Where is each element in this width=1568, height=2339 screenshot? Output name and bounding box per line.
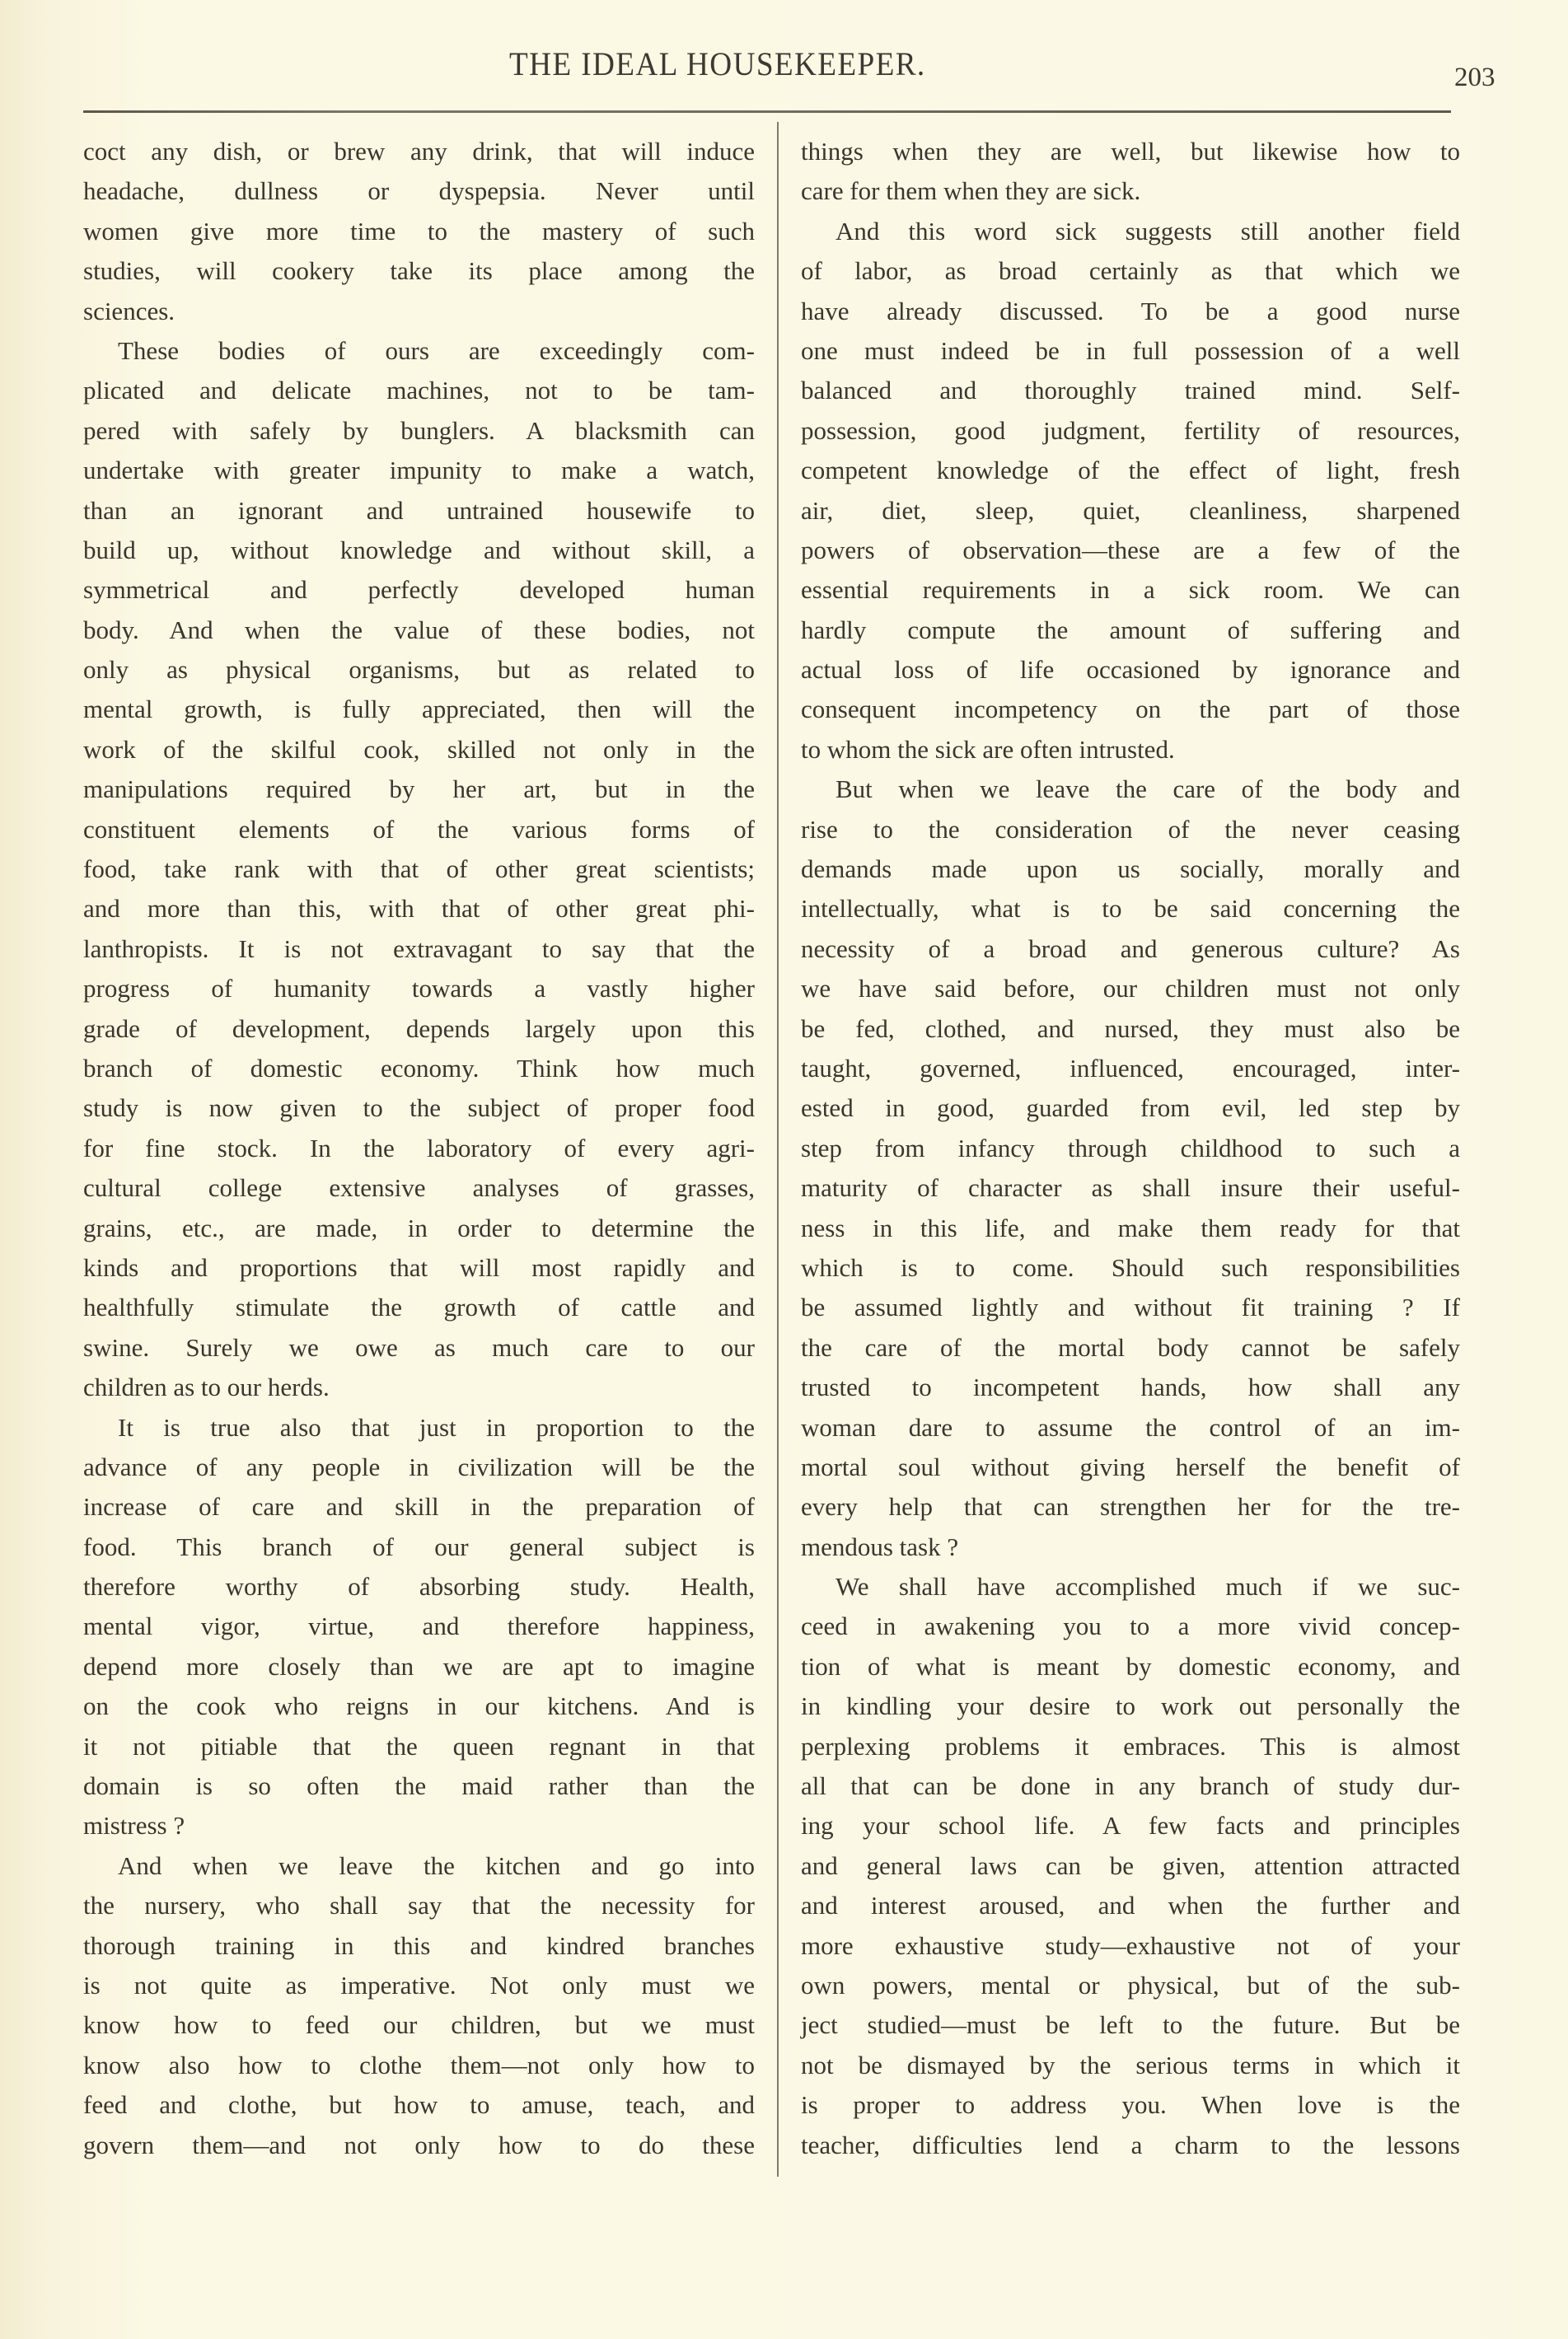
text-line: taught, governed, influenced, encouraged, inter- (801, 1053, 1460, 1083)
text-line: sciences. (83, 296, 176, 325)
text-line: women give more time to the mastery of such (83, 216, 755, 246)
text-line: be assumed lightly and without fit training ? If (801, 1293, 1460, 1322)
text-line: depend more closely than we are apt to imagine (83, 1651, 755, 1681)
text-line: studies, will cookery take its place among the (83, 256, 755, 286)
text-line: tion of what is meant by domestic economy, and (801, 1651, 1460, 1681)
text-line: build up, without knowledge and without skill, a (83, 535, 755, 564)
text-line: food. This branch of our general subject is (83, 1532, 755, 1561)
text-line: children as to our herds. (83, 1373, 330, 1402)
text-line: have already discussed. To be a good nurse (801, 296, 1460, 325)
text-line: branch of domestic economy. Think how much (83, 1053, 755, 1083)
text-line: than an ignorant and untrained housewife to (83, 495, 755, 525)
text-line: ceed in awakening you to a more vivid concep- (801, 1612, 1460, 1641)
text-line: coct any dish, or brew any drink, that will induce (83, 137, 755, 166)
text-line: know how to feed our children, but we must (83, 2010, 755, 2040)
text-line: ested in good, guarded from evil, led step by (801, 1093, 1460, 1123)
right-column (801, 132, 1460, 2165)
text-line: of labor, as broad certainly as that which we (801, 256, 1460, 286)
text-line: plicated and delicate machines, not to be tam- (83, 376, 755, 405)
text-line: pered with safely by bunglers. A blacksmith can (83, 415, 755, 445)
text-line: not be dismayed by the serious terms in which it (801, 2050, 1460, 2079)
text-line: possession, good judgment, fertility of resources, (801, 415, 1460, 445)
text-line: for fine stock. In the laboratory of every agri- (83, 1133, 755, 1162)
page-number: 203 (1454, 63, 1495, 92)
text-line: It is true also that just in proportion to the (118, 1412, 755, 1442)
text-line: constituent elements of the various forms of (83, 814, 755, 844)
text-line: We shall have accomplished much if we suc- (835, 1572, 1460, 1602)
text-line: and interest aroused, and when the further and (801, 1891, 1460, 1920)
text-line: powers of observation—these are a few of the (801, 535, 1460, 564)
text-line: ing your school life. A few facts and principles (801, 1811, 1460, 1841)
text-line: only as physical organisms, but as related to (83, 655, 755, 685)
text-line: mendous task ? (801, 1532, 959, 1561)
text-line: teacher, difficulties lend a charm to the lessons (801, 2130, 1460, 2159)
text-line: headache, dullness or dyspepsia. Never until (83, 176, 755, 206)
text-line: body. And when the value of these bodies, not (83, 615, 755, 644)
text-line: every help that can strengthen her for the tre- (801, 1492, 1460, 1522)
text-line: intellectually, what is to be said concerning the (801, 894, 1460, 924)
text-line: mental vigor, virtue, and therefore happiness, (83, 1612, 755, 1641)
text-line: work of the skilful cook, skilled not only in the (83, 734, 755, 764)
left-column (83, 132, 755, 2165)
text-line: essential requirements in a sick room. We can (801, 575, 1460, 605)
text-line: hardly compute the amount of suffering and (801, 615, 1460, 644)
text-line: symmetrical and perfectly developed human (83, 575, 755, 605)
text-line: all that can be done in any branch of study dur- (801, 1771, 1460, 1801)
text-line: ject studied—must be left to the future. But be (801, 2010, 1460, 2040)
text-line: maturity of character as shall insure their useful- (801, 1173, 1460, 1203)
text-line: grade of development, depends largely upon this (83, 1013, 755, 1043)
text-line: be fed, clothed, and nursed, they must also be (801, 1013, 1460, 1043)
text-line: competent knowledge of the effect of light, fresh (801, 456, 1460, 485)
text-line: and general laws can be given, attention attracted (801, 1850, 1460, 1880)
text-line: is proper to address you. When love is the (801, 2090, 1460, 2120)
text-line: feed and clothe, but how to amuse, teach, and (83, 2090, 755, 2120)
text-line: And when we leave the kitchen and go into (118, 1850, 755, 1880)
text-line: actual loss of life occasioned by ignorance and (801, 655, 1460, 685)
text-line: ness in this life, and make them ready for that (801, 1213, 1460, 1242)
text-line: the care of the mortal body cannot be safely (801, 1332, 1460, 1362)
text-line: govern them—and not only how to do these (83, 2130, 755, 2159)
text-line: food, take rank with that of other great scientists; (83, 854, 755, 884)
text-line: mortal soul without giving herself the benefit of (801, 1452, 1460, 1481)
text-line: trusted to incompetent hands, how shall any (801, 1373, 1460, 1402)
text-line: mental growth, is fully appreciated, then will the (83, 695, 755, 724)
text-line: swine. Surely we owe as much care to our (83, 1332, 755, 1362)
text-line: perplexing problems it embraces. This is almost (801, 1731, 1460, 1761)
text-line: care for them when they are sick. (801, 176, 1141, 206)
text-line: step from infancy through childhood to such a (801, 1133, 1460, 1162)
running-title: THE IDEAL HOUSEKEEPER. (509, 45, 926, 82)
text-line: to whom the sick are often intrusted. (801, 734, 1175, 764)
text-line: advance of any people in civilization will be the (83, 1452, 755, 1481)
text-line: one must indeed be in full possession of a well (801, 335, 1460, 365)
text-line: therefore worthy of absorbing study. Health, (83, 1572, 755, 1602)
text-line: These bodies of ours are exceedingly com- (118, 335, 755, 365)
text-line: rise to the consideration of the never ceasing (801, 814, 1460, 844)
text-line: own powers, mental or physical, but of the sub- (801, 1970, 1460, 2000)
text-line: consequent incompetency on the part of those (801, 695, 1460, 724)
text-line: it not pitiable that the queen regnant in that (83, 1731, 755, 1761)
text-line: undertake with greater impunity to make a watch, (83, 456, 755, 485)
text-line: woman dare to assume the control of an im- (801, 1412, 1460, 1442)
text-line: we have said before, our children must not only (801, 974, 1460, 1003)
text-line: And this word sick suggests still another field (835, 216, 1460, 246)
text-line: manipulations required by her art, but in the (83, 774, 755, 804)
text-line: the nursery, who shall say that the necessity for (83, 1891, 755, 1920)
text-line: air, diet, sleep, quiet, cleanliness, sharpened (801, 495, 1460, 525)
text-line: thorough training in this and kindred branches (83, 1930, 755, 1960)
running-head (0, 40, 1568, 92)
text-line: demands made upon us socially, morally and (801, 854, 1460, 884)
text-line: is not quite as imperative. Not only must we (83, 1970, 755, 2000)
text-line: cultural college extensive analyses of grasses, (83, 1173, 755, 1203)
text-line: mistress ? (83, 1811, 185, 1841)
text-line: know also how to clothe them—not only how to (83, 2050, 755, 2079)
header-rule (83, 110, 1451, 113)
text-line: healthfully stimulate the growth of cattle and (83, 1293, 755, 1322)
text-line: But when we leave the care of the body and (835, 774, 1460, 804)
text-line: and more than this, with that of other great phi- (83, 894, 755, 924)
text-line: more exhaustive study—exhaustive not of your (801, 1930, 1460, 1960)
text-line: necessity of a broad and generous culture? As (801, 933, 1460, 963)
text-line: domain is so often the maid rather than the (83, 1771, 755, 1801)
text-line: which is to come. Should such responsibilities (801, 1252, 1460, 1282)
column-divider (777, 122, 779, 2177)
text-line: things when they are well, but likewise how to (801, 137, 1460, 166)
text-line: lanthropists. It is not extravagant to say that the (83, 933, 755, 963)
text-line: on the cook who reigns in our kitchens. And is (83, 1691, 755, 1721)
text-line: balanced and thoroughly trained mind. Self- (801, 376, 1460, 405)
text-line: in kindling your desire to work out personally the (801, 1691, 1460, 1721)
text-line: kinds and proportions that will most rapidly and (83, 1252, 755, 1282)
text-line: increase of care and skill in the preparation of (83, 1492, 755, 1522)
text-line: grains, etc., are made, in order to determine the (83, 1213, 755, 1242)
text-line: progress of humanity towards a vastly higher (83, 974, 755, 1003)
text-line: study is now given to the subject of proper food (83, 1093, 755, 1123)
